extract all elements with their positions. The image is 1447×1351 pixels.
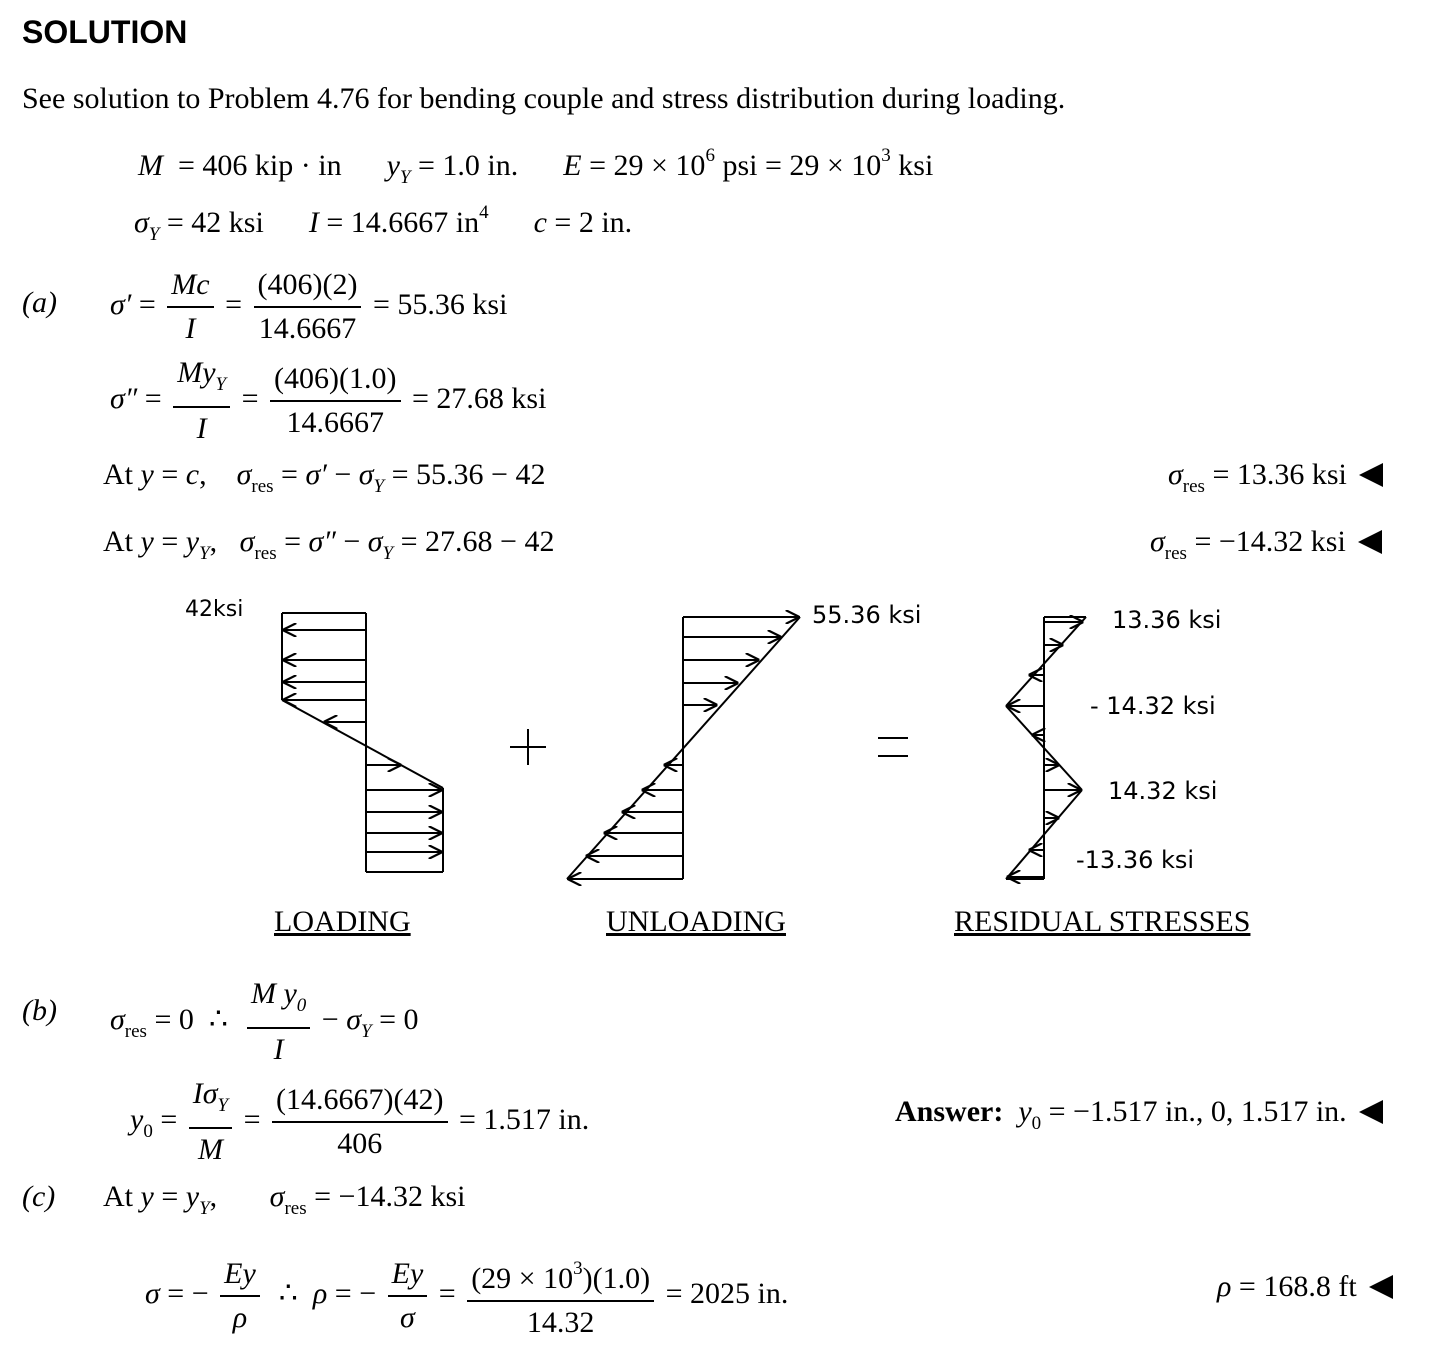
y0-equation: $y_0$ = $\frac{I\sigma_Y}{M}$ = $\frac{(14.6667)(42)}{406}$ = 1.517 in.: [130, 1077, 590, 1166]
residual-label: RESIDUAL STRESSES: [954, 905, 1251, 938]
residual-at-c: At y = c, $\sigma_{res} = \sigma' - \sigma_Y = 55.36 - 42$: [103, 458, 546, 497]
answer-marker-icon: [1369, 1275, 1393, 1299]
sigma-prime-eq: σ′ = $\frac{Mc}{I}$ = $\frac{(406)(2)}{14.6667}$ = 55.36 ksi: [110, 268, 508, 345]
residual-value-2: - 14.32 ksi: [1090, 692, 1216, 720]
residual-value-3: 14.32 ksi: [1108, 777, 1218, 805]
given-line-2: $\sigma_Y = 42$ ksi I = 14.6667 $in^4$ c = 2 in.: [134, 202, 633, 245]
given-yY: 1.0 in.: [442, 149, 519, 182]
part-b-condition: $\sigma_{res} = 0$ ∴ $\frac{M y_0}{I}$ − $\sigma_Y = 0$: [110, 977, 419, 1066]
page-title: SOLUTION: [22, 14, 188, 50]
intro-text: See solution to Problem 4.76 for bending couple and stress distribution during loading.: [22, 82, 1066, 115]
given-M: 406 kip · in: [202, 149, 342, 182]
loading-label: LOADING: [274, 905, 411, 938]
unloading-label: UNLOADING: [606, 905, 786, 938]
answer-marker-icon: [1359, 1100, 1383, 1124]
answer-rho: ρ = 168.8 ft: [1217, 1270, 1393, 1304]
rho-equation: σ = − $\frac{Ey}{\rho}$ ∴ ρ = − $\frac{Ey}{\sigma}$ = $\frac{(29 \times 10^3)(1.0)}{14.32}$ = 2025 in.: [145, 1250, 788, 1342]
part-c-label: (c): [22, 1180, 56, 1213]
unloading-value: 55.36 ksi: [812, 601, 922, 629]
loading-value: 42ksi: [185, 597, 244, 622]
unloading-diagram: [567, 617, 800, 879]
answer-y0: Answer: $y_0 = -1.517$ in., 0, 1.517 in.: [895, 1095, 1383, 1135]
residual-value-bottom: -13.36 ksi: [1076, 846, 1195, 874]
residual-value-top: 13.36 ksi: [1112, 606, 1222, 634]
part-c-condition: At $y = y_Y$, $\sigma_{res} = -14.32$ ksi: [103, 1180, 466, 1219]
sigma-double-prime-eq: σ″ = $\frac{My_Y}{I}$ = $\frac{(406)(1.0)}{14.6667}$ = 27.68 ksi: [110, 356, 547, 445]
given-sigmaY: 42 ksi: [191, 206, 264, 239]
answer-residual-yY: $\sigma_{res} = -14.32$ ksi: [1150, 525, 1382, 565]
part-b-label: (b): [22, 994, 57, 1027]
residual-diagram: [1006, 617, 1086, 879]
given-line-1: M = 406 kip · in $y_Y = 1.0$ in. $E = 29 \times 10^6$ psi = $29 \times 10^3$ ksi: [138, 145, 934, 188]
residual-at-yY: At $y = y_Y$, $\sigma_{res} = \sigma'' - \sigma_Y = 27.68 - 42$: [103, 525, 555, 564]
loading-diagram: [282, 613, 443, 872]
part-a-label: (a): [22, 286, 57, 319]
given-c: 2 in.: [578, 206, 633, 239]
answer-residual-c: $\sigma_{res} = 13.36$ ksi: [1168, 458, 1383, 498]
